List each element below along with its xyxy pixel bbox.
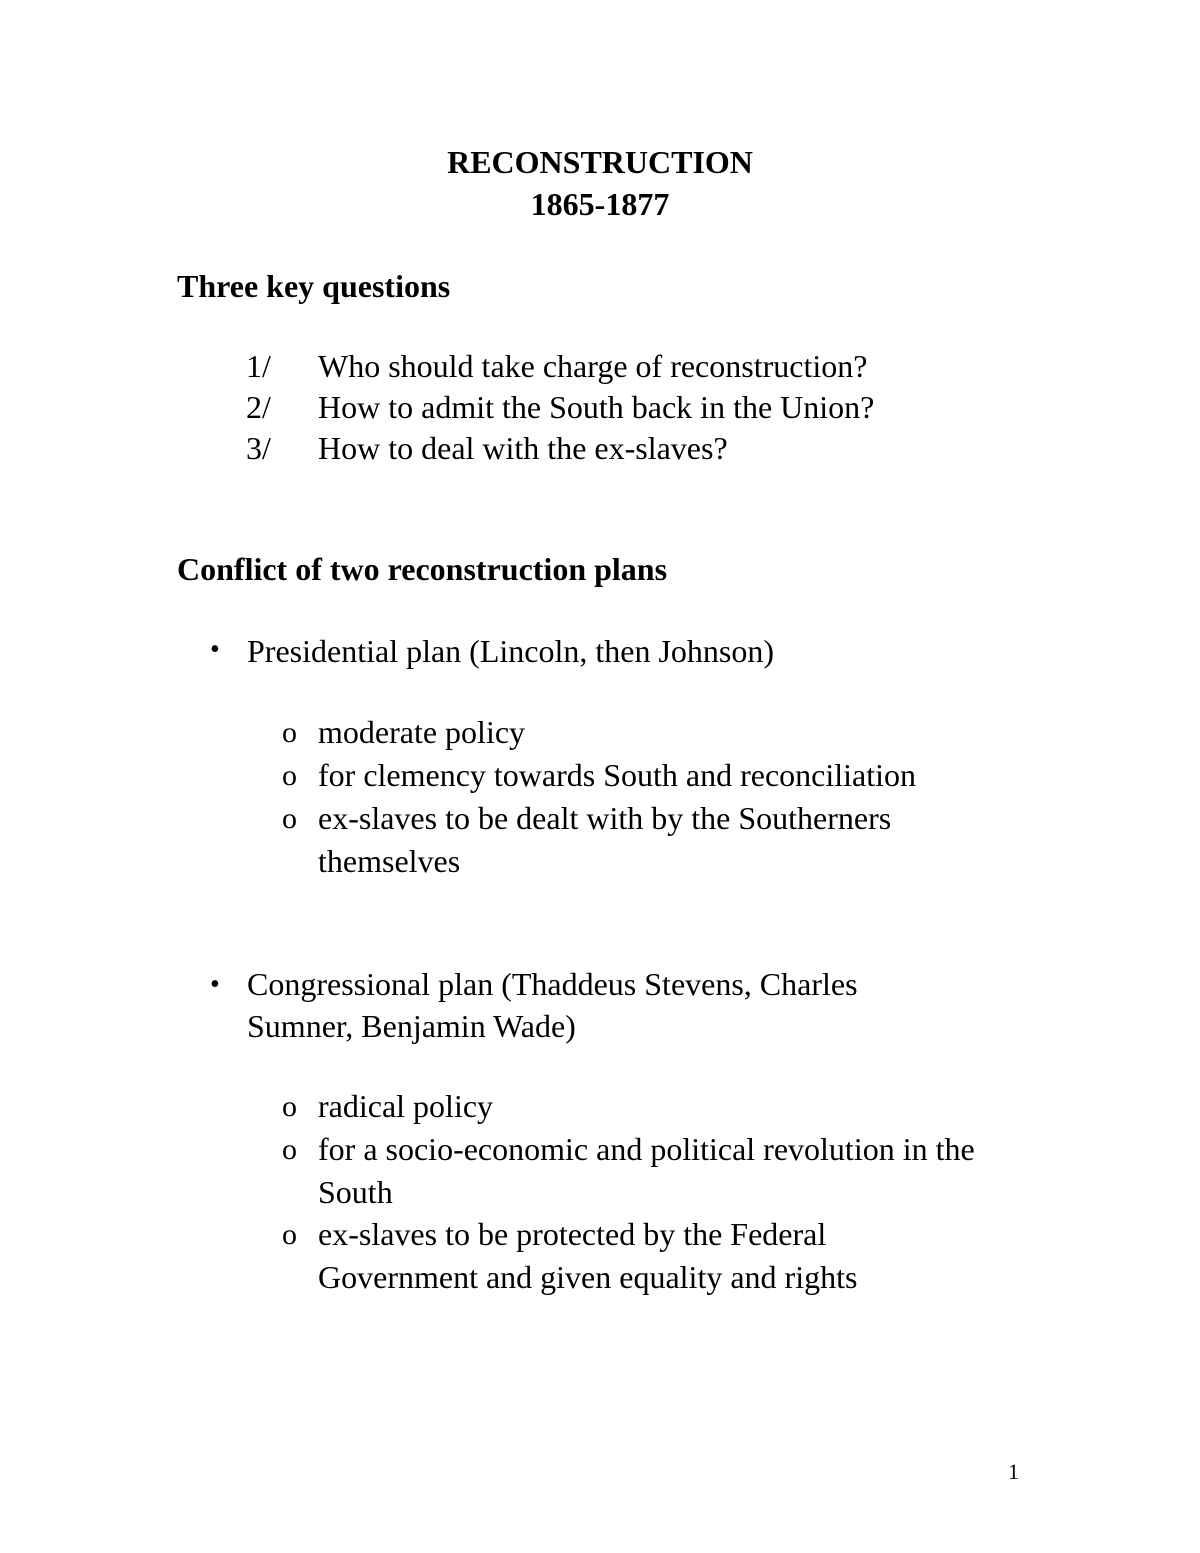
- circle-bullet-icon: o: [282, 802, 297, 835]
- question-number: 3/: [246, 430, 271, 466]
- section-heading-questions: Three key questions: [177, 268, 451, 304]
- plan-point: for a socio-economic and political revolution in the South: [318, 1131, 975, 1210]
- plan-point: ex-slaves to be dealt with by the Southerners themselves: [318, 800, 892, 879]
- bullet-icon: •: [210, 969, 220, 1000]
- plan-point: moderate policy: [318, 714, 526, 750]
- document-title: RECONSTRUCTION: [447, 144, 753, 180]
- plan-point: radical policy: [318, 1088, 494, 1124]
- plan-title: Congressional plan (Thaddeus Stevens, Charles Sumner, Benjamin Wade): [247, 966, 858, 1044]
- question-text: How to admit the South back in the Union?: [318, 389, 875, 425]
- section-heading-plans: Conflict of two reconstruction plans: [177, 551, 668, 587]
- bullet-icon: •: [210, 634, 220, 665]
- plan-point: for clemency towards South and reconciliation: [318, 757, 917, 793]
- circle-bullet-icon: o: [282, 1090, 297, 1123]
- circle-bullet-icon: o: [282, 759, 297, 792]
- question-text: How to deal with the ex-slaves?: [318, 430, 728, 466]
- document-years: 1865-1877: [530, 186, 670, 222]
- question-number: 1/: [246, 348, 271, 384]
- circle-bullet-icon: o: [282, 1133, 297, 1166]
- question-text: Who should take charge of reconstruction?: [318, 348, 868, 384]
- plan-point: ex-slaves to be protected by the Federal Government and given equality and rights: [318, 1216, 858, 1295]
- circle-bullet-icon: o: [282, 716, 297, 749]
- plan-title: Presidential plan (Lincoln, then Johnson): [247, 633, 775, 669]
- question-number: 2/: [246, 389, 271, 425]
- circle-bullet-icon: o: [282, 1218, 297, 1251]
- page-number: 1: [1008, 1459, 1019, 1484]
